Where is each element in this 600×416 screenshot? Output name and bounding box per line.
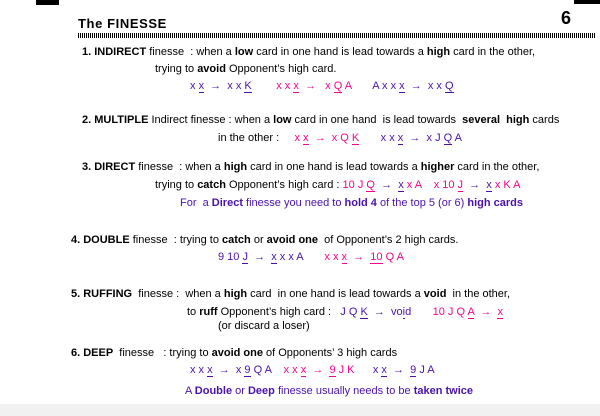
text-segment: →: [386, 364, 411, 376]
text-segment: →: [247, 251, 272, 263]
ruffing-finesse-line-2: [187, 306, 503, 319]
text-segment: ruff: [199, 306, 218, 318]
text-segment: 10 J: [342, 179, 367, 191]
text-segment: cards: [529, 114, 560, 126]
text-segment: A: [342, 80, 352, 92]
text-segment: trying to: [155, 179, 198, 191]
text-segment: x J: [426, 132, 444, 144]
text-segment: →: [347, 251, 371, 263]
text-segment: i: [402, 306, 406, 318]
text-segment: x Q: [331, 132, 352, 144]
text-segment: Deep: [247, 385, 275, 397]
text-segment: of the top 5 (or 6): [376, 197, 468, 209]
text-segment: →: [404, 80, 428, 92]
text-segment: Double: [194, 385, 233, 397]
text-segment: →: [308, 132, 332, 144]
text-segment: J K: [335, 364, 355, 376]
text-segment: card in one hand is lead towards a: [247, 161, 421, 173]
text-segment: x: [293, 80, 299, 92]
text-segment: or: [250, 234, 267, 246]
text-segment: x: [325, 80, 334, 92]
text-segment: 5. RUFFING: [71, 288, 133, 300]
text-segment: 4. DOUBLE: [71, 234, 130, 246]
text-segment: 9: [329, 364, 336, 376]
text-segment: Q: [333, 80, 343, 92]
text-segment: finesse : when a: [135, 161, 224, 173]
text-segment: A: [452, 132, 462, 144]
text-segment: hold 4: [344, 197, 377, 209]
text-segment: avoid: [197, 63, 226, 75]
page-title: The FINESSE: [78, 16, 167, 31]
text-segment: x: [303, 132, 309, 144]
text-segment: vo: [391, 306, 403, 318]
text-segment: avoid one: [211, 347, 263, 359]
multiple-finesse-line-1: [82, 114, 559, 127]
ruffing-finesse-line-3: [218, 320, 310, 333]
text-segment: →: [204, 80, 228, 92]
text-segment: →: [367, 306, 392, 318]
text-segment: x: [198, 80, 205, 92]
text-segment: x: [207, 364, 213, 376]
text-segment: Opponent’s high card :: [225, 179, 343, 191]
text-segment: →: [306, 364, 330, 376]
text-segment: several high: [462, 114, 530, 126]
text-segment: finesse : trying to: [129, 234, 223, 246]
text-segment: x: [235, 364, 245, 376]
text-segment: card in the other,: [454, 161, 540, 173]
text-segment: x x: [380, 132, 398, 144]
text-segment: in the other,: [446, 288, 511, 300]
text-segment: catch: [197, 179, 226, 191]
text-segment: x: [294, 132, 303, 144]
text-segment: 9: [244, 364, 251, 376]
text-segment: x: [397, 132, 404, 144]
text-segment: high: [223, 161, 248, 173]
text-segment: A: [467, 306, 475, 318]
text-segment: For a: [180, 197, 212, 209]
text-segment: A x x: [372, 80, 400, 92]
text-segment: of Opponents’ 3 high cards: [262, 347, 398, 359]
text-segment: Opponent’s high card.: [225, 63, 337, 75]
text-segment: x: [486, 179, 492, 191]
text-segment: 9 10: [218, 251, 243, 263]
text-segment: [355, 364, 373, 376]
page-number: 6: [561, 8, 572, 28]
text-segment: x: [271, 251, 277, 263]
text-segment: card in the other,: [450, 46, 536, 58]
text-segment: x K A: [491, 179, 521, 191]
text-segment: 10 J Q: [432, 306, 468, 318]
text-segment: taken twice: [413, 385, 474, 397]
text-segment: card in one hand is lead towards a: [247, 288, 424, 300]
text-segment: finesse you need to: [242, 197, 345, 209]
deep-finesse-line-2: [190, 364, 435, 377]
direct-finesse-line-3: [180, 197, 523, 210]
text-segment: [271, 364, 283, 376]
text-segment: →: [474, 306, 498, 318]
text-segment: finesse : when a: [146, 46, 235, 58]
text-segment: x 10: [433, 179, 458, 191]
text-segment: K: [244, 80, 252, 92]
text-segment: →: [298, 80, 326, 92]
text-segment: 1. INDIRECT: [82, 46, 147, 58]
text-segment: x: [497, 306, 503, 318]
text-segment: Q: [443, 132, 453, 144]
text-segment: Opponent’s high card :: [217, 306, 341, 318]
text-segment: →: [403, 132, 427, 144]
text-segment: 10: [370, 251, 383, 263]
text-segment: low: [234, 46, 254, 58]
text-segment: →: [463, 179, 487, 191]
text-segment: [421, 179, 433, 191]
text-segment: x x: [283, 364, 301, 376]
text-segment: x: [300, 364, 307, 376]
text-segment: [411, 306, 432, 318]
text-segment: x x: [190, 364, 208, 376]
text-segment: 6. DEEP: [71, 347, 114, 359]
text-segment: finesse : trying to: [113, 347, 212, 359]
multiple-finesse-line-2: [218, 132, 462, 145]
text-segment: x: [190, 80, 199, 92]
text-segment: low: [273, 114, 292, 126]
text-segment: 2. MULTIPLE: [82, 114, 149, 126]
text-segment: x: [372, 364, 382, 376]
text-segment: x x: [227, 80, 245, 92]
text-segment: in the other :: [218, 132, 295, 144]
text-segment: A: [185, 385, 195, 397]
indirect-finesse-line-3: [190, 80, 454, 93]
text-segment: high: [426, 46, 451, 58]
text-segment: of Opponent’s 2 high cards.: [318, 234, 459, 246]
text-segment: x: [398, 179, 404, 191]
text-segment: void: [423, 288, 447, 300]
text-segment: Q A: [382, 251, 404, 263]
text-segment: d: [405, 306, 412, 318]
text-segment: x x: [427, 80, 445, 92]
text-segment: K: [360, 306, 368, 318]
double-finesse-line-2: [218, 251, 404, 264]
text-segment: 3. DIRECT: [82, 161, 136, 173]
text-segment: high: [223, 288, 248, 300]
indirect-finesse-line-1: [82, 46, 535, 59]
text-segment: x x: [276, 80, 294, 92]
text-segment: x: [381, 364, 387, 376]
text-segment: Q: [445, 80, 454, 92]
text-segment: J Q: [340, 306, 361, 318]
direct-finesse-line-2: [155, 179, 521, 192]
text-segment: x x A: [276, 251, 303, 263]
text-segment: high cards: [467, 197, 524, 209]
text-segment: →: [374, 179, 399, 191]
text-segment: x: [399, 80, 405, 92]
text-segment: J A: [416, 364, 435, 376]
text-segment: Direct: [211, 197, 243, 209]
text-segment: J: [457, 179, 464, 191]
direct-finesse-line-1: [82, 161, 539, 174]
text-segment: x x: [324, 251, 342, 263]
text-segment: [359, 132, 380, 144]
text-segment: [252, 80, 276, 92]
text-segment: finesse : when a: [132, 288, 224, 300]
text-segment: J: [242, 251, 248, 263]
text-segment: →: [212, 364, 236, 376]
indirect-finesse-line-2: [155, 63, 336, 76]
text-segment: 9: [410, 364, 417, 376]
text-segment: catch: [222, 234, 251, 246]
double-finesse-line-1: [71, 234, 458, 247]
text-segment: x A: [403, 179, 422, 191]
deep-finesse-line-1: [71, 347, 397, 360]
text-segment: finesse usually needs to be: [274, 385, 414, 397]
text-segment: card in one hand is lead towards: [291, 114, 463, 126]
text-segment: trying to: [155, 63, 198, 75]
text-segment: or: [232, 385, 248, 397]
text-segment: x: [341, 251, 348, 263]
text-segment: to: [187, 306, 200, 318]
text-segment: card in one hand is lead towards a: [253, 46, 427, 58]
text-segment: Q A: [250, 364, 272, 376]
text-segment: higher: [420, 161, 455, 173]
text-segment: Indirect finesse : when a: [148, 114, 274, 126]
text-segment: K: [351, 132, 360, 144]
ruffing-finesse-line-1: [71, 288, 510, 301]
text-segment: avoid one: [266, 234, 319, 246]
deep-finesse-line-3: [185, 385, 473, 398]
text-segment: [303, 251, 324, 263]
text-segment: (or discard a loser): [218, 320, 310, 332]
text-segment: Q: [366, 179, 375, 191]
page-bottom-edge: [0, 404, 600, 416]
text-segment: [351, 80, 372, 92]
